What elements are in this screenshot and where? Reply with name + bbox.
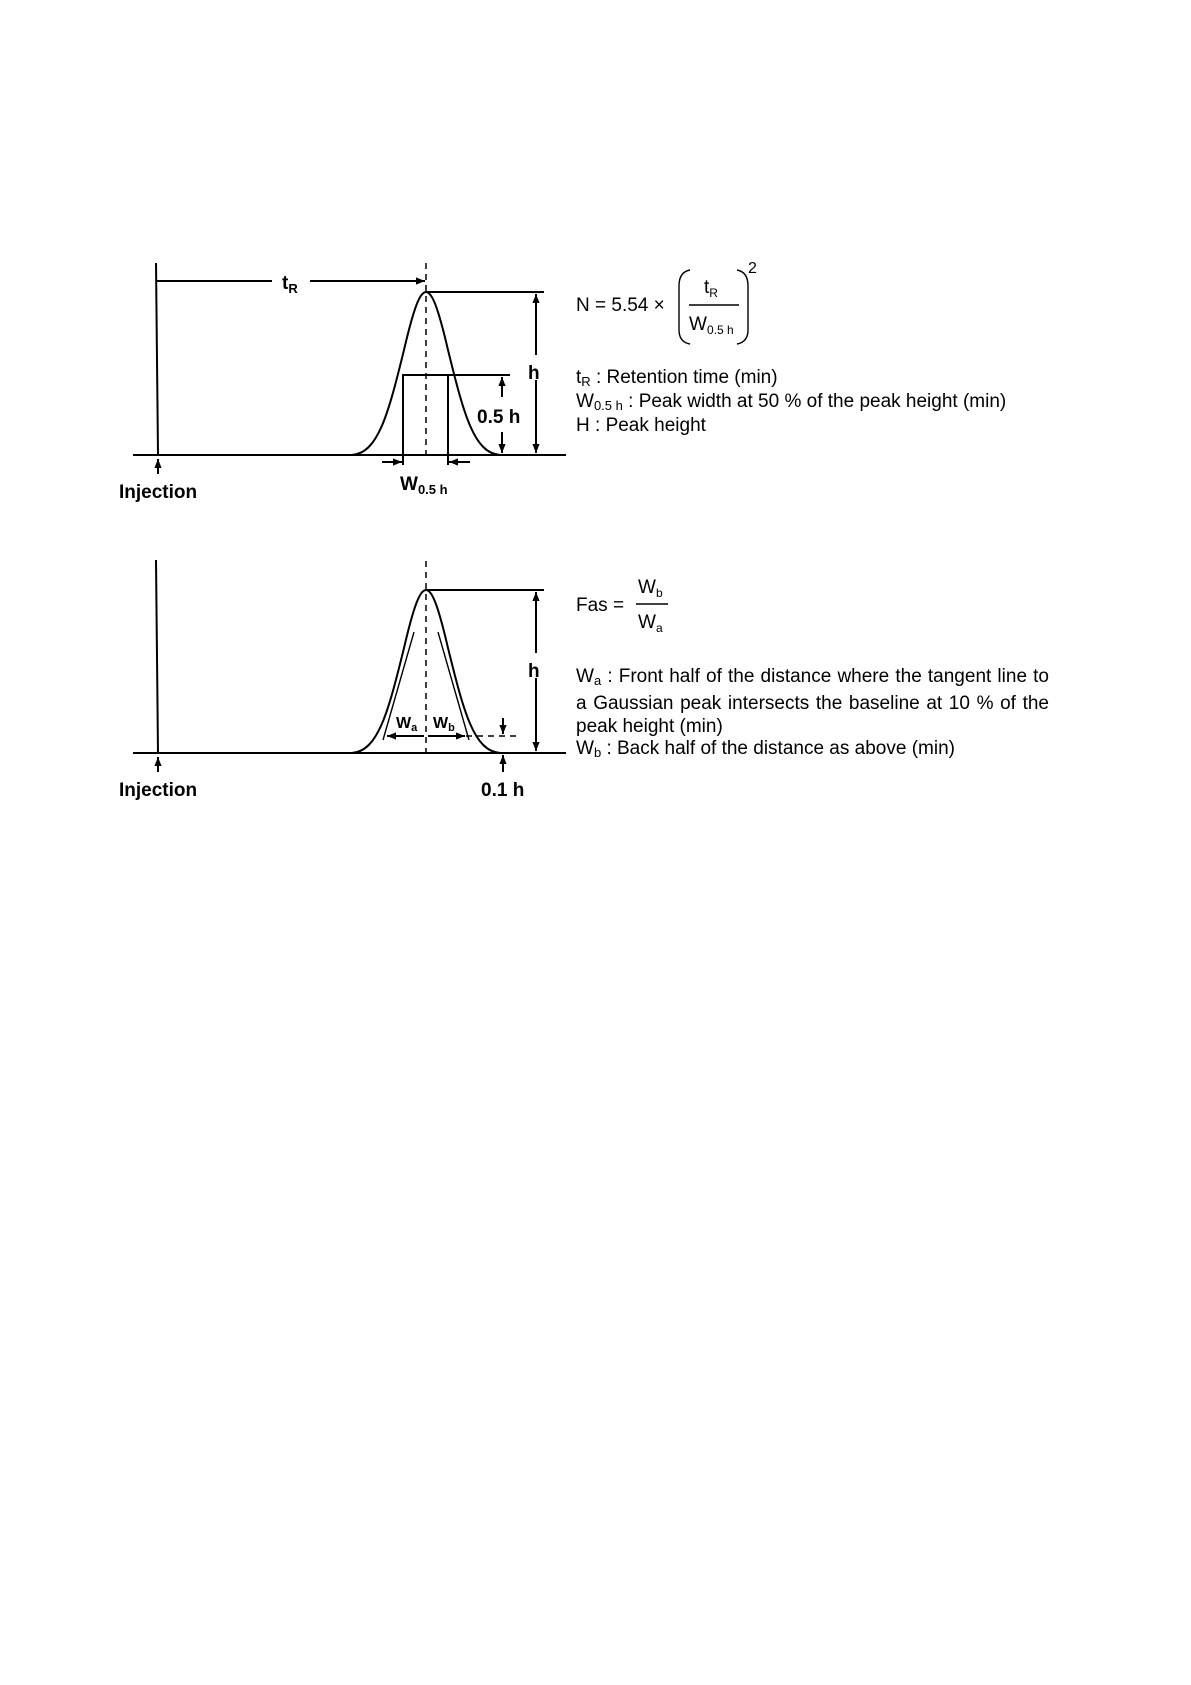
injection-vertical-line <box>156 263 158 455</box>
h-label: h <box>528 363 540 384</box>
formula-numerator: $t_R$ <box>704 277 718 300</box>
half-h-label: 0.5 h <box>477 407 521 428</box>
formula-denominator: $W_a$ <box>638 612 663 635</box>
asymmetry-formula <box>576 577 668 635</box>
legend-peak-height: H : Peak height <box>576 415 706 436</box>
right-paren <box>737 270 748 344</box>
legend-wa: $W_a$ : Front half of the distance where the tangent line to a Gaussian peak intersects the baseline at 10 % of the peak height (min) <box>576 666 1049 737</box>
plate-number-formula <box>576 260 757 344</box>
h-label: h <box>528 661 540 682</box>
legend-tR: $t_R$ : Retention time (min) <box>576 367 778 389</box>
wa-label: Wa <box>396 715 418 734</box>
formula-prefix: N = 5.54 × <box>576 295 665 316</box>
legend-wb: $W_b$ : Back half of the distance as above (min) <box>576 738 955 760</box>
formula-numerator: $W_b$ <box>638 577 663 600</box>
wb-label: Wb <box>433 715 455 734</box>
injection-label: Injection <box>119 780 198 801</box>
figure-2-asymmetry <box>133 560 566 772</box>
formula-prefix: Fas = <box>576 595 625 616</box>
injection-vertical-line <box>156 560 158 753</box>
formula-denominator: $W_{0.5 h}$ <box>689 314 734 337</box>
half-width-label: $W_{0.5 h}$ <box>400 474 448 497</box>
formula-exponent: 2 <box>748 260 757 277</box>
injection-label: Injection <box>119 482 198 503</box>
tenth-h-label: 0.1 h <box>481 780 525 801</box>
legend-half-width: $W_{0.5 h}$ : Peak width at 50 % of the peak height (min) <box>576 391 1007 413</box>
figure-1-plate-number <box>133 263 566 474</box>
tR-label: $t_R$ <box>282 273 298 296</box>
